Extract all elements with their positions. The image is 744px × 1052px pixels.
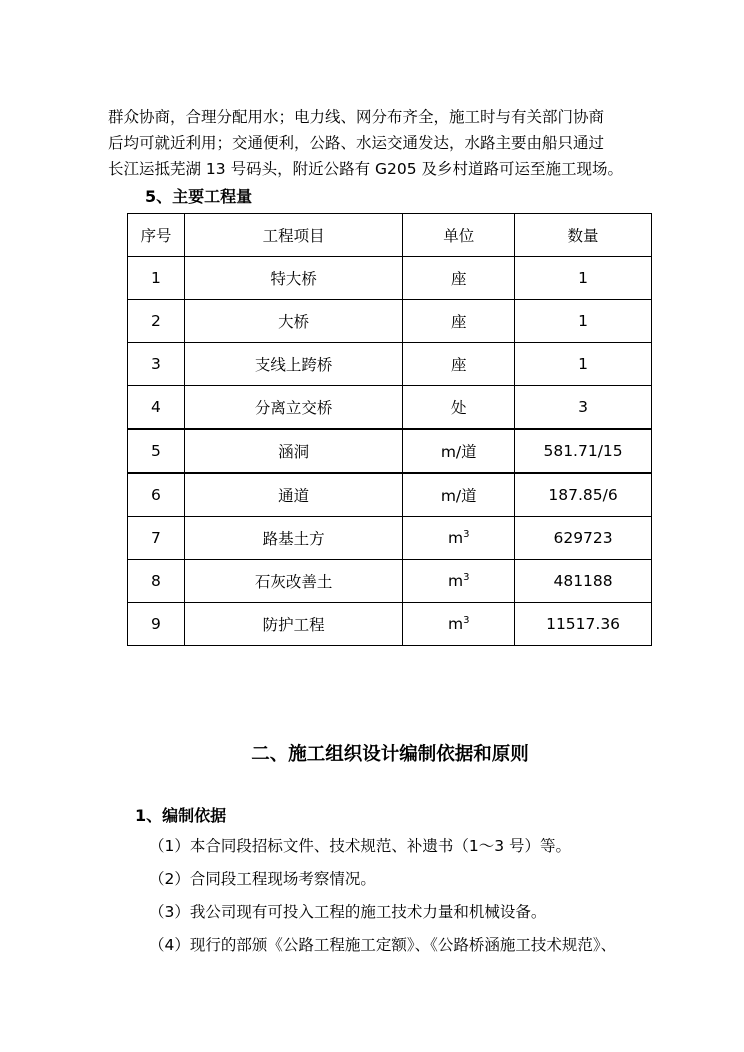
list-item: （1）本合同段招标文件、技术规范、补遗书（1～3 号）等。 [149,837,572,855]
cell-item: 分离立交桥 [184,386,402,430]
table-row [128,300,652,343]
section-heading-main-quantities: 5、主要工程量 [145,187,253,206]
header-cell-qty: 数量 [515,214,652,257]
cell-qty: 581.71/15 [515,429,652,473]
unit-base: m [448,572,464,590]
header-cell-item: 工程项目 [184,214,402,257]
cell-no: 3 [128,343,185,386]
cell-unit [403,603,515,646]
cell-unit [403,560,515,603]
cell-item: 路基土方 [184,517,402,560]
intro-line: 群众协商，合理分配用水；电力线、网分布齐全，施工时与有关部门协商 [108,108,605,126]
cell-item: 特大桥 [184,257,402,300]
cell-item: 涵洞 [184,429,402,473]
cell-unit [403,517,515,560]
cell-no: 9 [128,603,185,646]
table-row [128,257,652,300]
quantities-table [127,213,652,646]
table-row [128,603,652,646]
chapter-title: 二、施工组织设计编制依据和原则 [251,744,529,765]
table-row [128,429,652,473]
cell-unit: m/道 [403,429,515,473]
cell-no: 2 [128,300,185,343]
cell-qty: 11517.36 [515,603,652,646]
cell-item: 大桥 [184,300,402,343]
table-row [128,386,652,430]
intro-paragraph [108,104,678,182]
cell-no: 6 [128,473,185,517]
header-cell-no: 序号 [128,214,185,257]
intro-line: 长江运抵芜湖 13 号码头，附近公路有 G205 及乡村道路可运至施工现场。 [108,160,624,178]
cell-qty: 629723 [515,517,652,560]
cell-unit: 座 [403,343,515,386]
cell-qty: 1 [515,300,652,343]
unit-base: m [448,529,464,547]
cell-item: 通道 [184,473,402,517]
cell-qty: 3 [515,386,652,430]
basis-list [149,833,616,965]
cell-no: 7 [128,517,185,560]
unit-exponent: 3 [463,528,470,540]
table-row [128,343,652,386]
table-header-row [128,214,652,257]
cell-qty: 1 [515,343,652,386]
list-item: （2）合同段工程现场考察情况。 [149,870,376,888]
cell-unit: 座 [403,300,515,343]
cell-unit: m/道 [403,473,515,517]
cell-qty: 1 [515,257,652,300]
cell-qty: 481188 [515,560,652,603]
cell-item: 防护工程 [184,603,402,646]
table-row [128,473,652,517]
cell-item: 支线上跨桥 [184,343,402,386]
cell-item: 石灰改善土 [184,560,402,603]
table-row [128,560,652,603]
cell-no: 4 [128,386,185,430]
sub-heading-compilation-basis: 1、编制依据 [135,806,227,825]
cell-unit: 座 [403,257,515,300]
list-item: （4）现行的部颁《公路工程施工定额》、《公路桥涵施工技术规范》、 [149,936,617,954]
list-item: （3）我公司现有可投入工程的施工技术力量和机械设备。 [149,903,547,921]
cell-no: 1 [128,257,185,300]
unit-base: m [448,615,464,633]
cell-no: 5 [128,429,185,473]
cell-no: 8 [128,560,185,603]
intro-line: 后均可就近利用；交通便利，公路、水运交通发达，水路主要由船只通过 [108,134,605,152]
unit-exponent: 3 [463,571,470,583]
cell-unit: 处 [403,386,515,430]
table-row [128,517,652,560]
header-cell-unit: 单位 [403,214,515,257]
unit-exponent: 3 [463,614,470,626]
cell-qty: 187.85/6 [515,473,652,517]
